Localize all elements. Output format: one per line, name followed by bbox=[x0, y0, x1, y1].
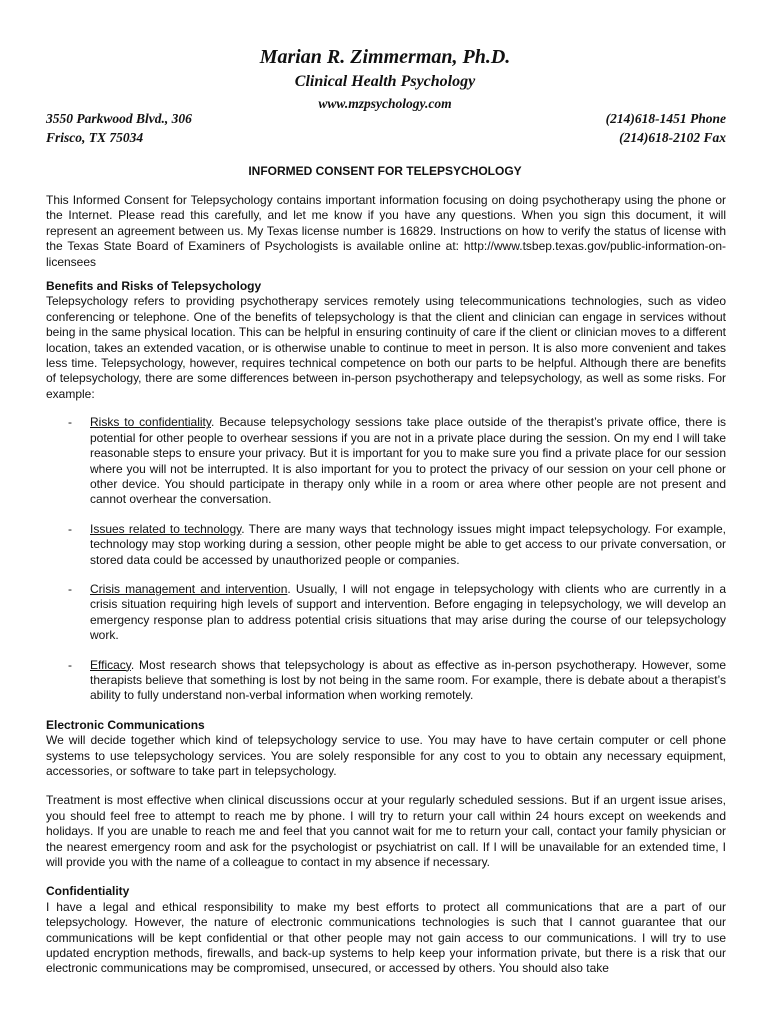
bullet-dash: - bbox=[68, 657, 72, 672]
benefits-heading: Benefits and Risks of Telepsychology bbox=[46, 279, 262, 294]
benefits-paragraph: Telepsychology refers to providing psychotherapy services remotely using telecommunications technologies, such as video conferencing or telephone. One of the benefits of telepsychology is that the client and clinician can engage in services without being in the same physical location. This can be helpful in ensuring continuity of care if the client or clinician moves to a different location, takes an extended vacation, or is otherwise unable to continue to meet in person. It is also more convenient and takes less time. Telepsychology, however, requires technical competence on both our parts to be helpful. Although there are benefits of telepsychology, there are some differences between in-person psychotherapy and telepsychology, as well as some risks. For example: bbox=[46, 294, 726, 401]
electronic-paragraph-1: We will decide together which kind of telepsychology service to use. You may have to have certain computer or cell phone systems to use telepsychology services. You are solely responsible for any cost to you to obtain any necessary equipment, accessories, or software to take part in telepsychology. bbox=[46, 733, 726, 778]
electronic-communications-heading: Electronic Communications bbox=[46, 717, 205, 732]
practice-website: www.mzpsychology.com bbox=[318, 96, 452, 111]
bullet-text: . Most research shows that telepsychology is about as effective as in-person psychotherapy. However, some therapists believe that something is lost by not being in the same room. For example, there is debate about a therapist’s ability to fully understand non-verbal information when working remotely. bbox=[90, 657, 726, 703]
bullet-term: Crisis management and intervention bbox=[90, 581, 288, 596]
letterhead bbox=[0, 44, 770, 113]
address-line-1: 3550 Parkwood Blvd., 306 bbox=[46, 111, 192, 126]
risk-list bbox=[46, 415, 726, 704]
practitioner-name: Marian R. Zimmerman, Ph.D. bbox=[259, 46, 511, 68]
practice-specialty: Clinical Health Psychology bbox=[294, 73, 476, 90]
bullet-term: Issues related to technology bbox=[90, 521, 242, 536]
bullet-term: Risks to confidentiality bbox=[90, 415, 211, 430]
list-item bbox=[46, 522, 726, 568]
contact-numbers bbox=[606, 109, 726, 147]
intro-paragraph: This Informed Consent for Telepsychology contains important information focusing on doing psychotherapy using the phone or the Internet. Please read this carefully, and let me know if you have any questions. When you sign this document, it will represent an agreement between us. My Texas license number is 16829. Instructions on how to verify the status of license with the Texas State Board of Examiners of Psychologists is available online at: http://www.tsbep.texas.gov/public-information-on-licensees bbox=[46, 193, 726, 269]
office-address bbox=[46, 109, 192, 147]
list-item bbox=[46, 415, 726, 507]
address-line-2: Frisco, TX 75034 bbox=[46, 130, 144, 145]
bullet-dash: - bbox=[68, 415, 72, 430]
bullet-text: . There are many ways that technology issues might impact telepsychology. For example, technology may stop working during a session, other people might be able to get access to our private conversation, or stored data could be accessed by unauthorized people or companies. bbox=[90, 521, 726, 567]
electronic-paragraph-2: Treatment is most effective when clinical discussions occur at your regularly scheduled sessions. But if an urgent issue arises, you should feel free to attempt to reach me by phone. I will try to return your call within 24 hours except on weekends and holidays. If you are unable to reach me and feel that you cannot wait for me to return your call, contact your family physician or the nearest emergency room and ask for the psychologist or psychiatrist on call. If I will be unavailable for an extended time, I will provide you with the name of a colleague to contact in my absence if necessary. bbox=[46, 793, 726, 870]
fax-number: (214)618-2102 Fax bbox=[619, 130, 726, 145]
bullet-text: . Because telepsychology sessions take place outside of the therapist’s private office, there is potential for other people to overhear sessions if you are not in a private place during the session. On my end I will take reasonable steps to ensure your privacy. But it is important for you to make sure you find a private place for our session where you will not be interrupted. It is also important for you to protect the privacy of our session on your cell phone or other device. You should participate in therapy only while in a room or area where other people are not present and cannot overhear the conversation. bbox=[90, 415, 726, 507]
document-title: INFORMED CONSENT FOR TELEPSYCHOLOGY bbox=[248, 164, 522, 178]
document-body bbox=[46, 193, 726, 977]
phone-number: (214)618-1451 Phone bbox=[605, 111, 726, 126]
list-item bbox=[46, 658, 726, 704]
bullet-text: . Usually, I will not engage in telepsychology with clients who are currently in a crisis situation requiring high levels of support and intervention. Before engaging in telepsychology, we will develop an emergency response plan to address potential crisis situations that may arise during the course of our telepsychology work. bbox=[90, 581, 727, 643]
confidentiality-heading: Confidentiality bbox=[46, 884, 130, 899]
bullet-term: Efficacy bbox=[90, 657, 131, 672]
bullet-dash: - bbox=[68, 581, 72, 596]
list-item bbox=[46, 582, 726, 644]
bullet-dash: - bbox=[68, 521, 72, 536]
confidentiality-paragraph: I have a legal and ethical responsibility to make my best efforts to protect all communications that are a part of our telepsychology. However, the nature of electronic communications technologies is such that I cannot guarantee that our communications will be kept confidential or that other people may not gain access to our communications. I will try to use updated encryption methods, firewalls, and back-up systems to help keep your information private, but there is a risk that our electronic communications may be compromised, unsecured, or accessed by others. You should also take bbox=[46, 899, 726, 976]
